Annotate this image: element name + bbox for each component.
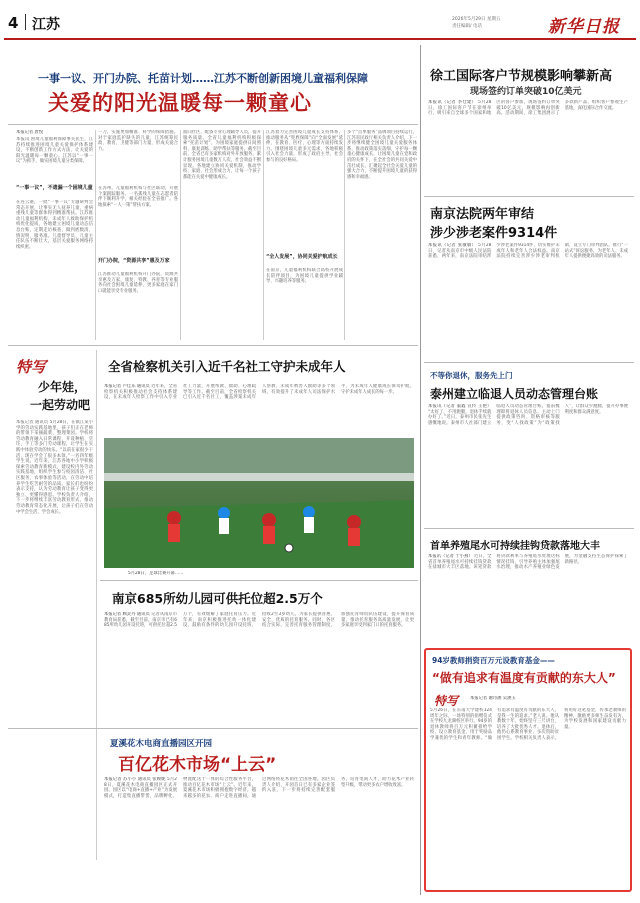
xuzhou-title: 徐工国际客户节规模影响攀新高 <box>430 69 613 84</box>
page-number: 4 <box>8 14 19 32</box>
lead-kicker: 一事一议、开门办院、托苗计划……江苏不断创新困境儿童福利保障 <box>38 72 368 85</box>
masthead-rule <box>4 38 636 40</box>
xuzhou-body: 本报讯（记者 李仓建） 5月28日，徐工国际客户节在徐州举行，吸引来自全球多个国家和地区的客户参加，现场签约订单突破10亿美元，规模影响再创新高。活动期间，徐工集团展示了多款新产品，组织客户参观生产基地，深化国际合作交流。 <box>428 100 628 117</box>
tezhi-title-1: 少年娃， <box>38 380 87 394</box>
taizhou-kicker: 不等你退休，服务先上门 <box>430 371 513 380</box>
masthead-date: 2026年5月29日 星期五 <box>452 17 501 22</box>
lead-body-col-5: 多个“点单服务”品牌项目持续运行。江苏省民政厅相关负责人介绍，下一步将继续健全困境儿童关爱服务体系，推动政策落实落细，守护每一颗童心健康成长，让困境儿童在党和政府的关怀下，在全社会的共同关爱中茁壮成长，汇聚起全社会关爱儿童的强大合力，不断提升困境儿童的获得感和幸福感。 <box>347 130 417 180</box>
flowers-title: 百亿花木市场“上云” <box>118 755 277 775</box>
taizhou-body: 本报讯（记者 董鑫 宣传 王艳） “太好了，不用跑腿，退休手续就办好了。”近日，泰州市民张先生感慨地说。泰州市人社部门建立临退人员动态管理台账，提前梳理即将退休人员信息，主动上门提供政策咨询、资格审核等服务，变“人找政策”为“政策找人”，让群众少跑腿，提升办事便利度和群众满意度。 <box>428 404 628 426</box>
court-title: 南京法院两年审结 <box>430 207 535 222</box>
prosecutor-title: 全省检察机关引入近千名社工守护未成年人 <box>108 359 346 374</box>
lead-byline: 本报记者 唐悦 <box>16 130 44 135</box>
lead-body-col-2: 一刀，实施更加精准、科学的保障措施。对于家庭监护缺失的儿童，江苏统筹民政、教育、卫健等部门力量，形成关爱合力。 <box>98 130 178 152</box>
prosecutor-body: 本报记者 卢佳乐 通讯员 近年来，全省检察机关积极推动社会支持体系建设，在未成年人检察工作中引入专业社工力量，开展帮教、救助、心理疏导等工作。截至目前，全省检察机关已引入近千名社工，覆盖涉案未成年人帮教、未成年被害人救助等多个领域，有效提升了未成年人司法保护水平，为未成年人健康成长保驾护航，守护未成年人成长的每一步。 <box>104 384 414 401</box>
lead-title: 关爱的阳光温暖每一颗童心 <box>48 91 312 115</box>
lead-body-col-1: 本报讯 困境儿童福利保障事关民生，江苏持续推进困境儿童关爱保护体系建设，不断创新工作方式方法，让关爱的阳光温暖每一颗童心。江苏以“一事一议”为抓手，做实困境儿童分类保障。 <box>16 137 93 165</box>
tezhi-badge: 特写 <box>16 358 47 376</box>
teacher-body: 5月26日，在东南大学建校124周年之际，一场特别的捐赠仪式在学校九龙湖校区举行。94岁的退休教师将百万元积蓄捐给学校，设立教育基金，用于奖励品学兼优的学生和青年教师。“做有追求有温度有贡献的东大人，是我一生的追求。”老人说。他从教数十年，始终坚守三尺讲台，培养了大批优秀人才。退休后，他仍心系教育事业，多次资助贫困学生。学校相关负责人表示，将用好这笔基金，传承老教师的精神，激励更多师生奋发有为，为学校发展和国家建设贡献力量。 <box>430 708 626 741</box>
taizhou-title: 泰州建立临退人员动态管理台账 <box>430 387 599 401</box>
lead-sub-1: “一事一议”，不遗漏一个困境儿童 <box>16 185 93 191</box>
photo-caption: 5月28日，足球比赛开幕…… <box>128 571 184 576</box>
xuzhou-subtitle: 现场签约订单突破10亿美元 <box>470 87 582 97</box>
football-photo-art <box>104 438 414 568</box>
lead-body-col-4: 江苏着力完善困境儿童成长支持体系，推动服务从“兜底保障”向“全面发展”延伸，在教育、医疗、心理等方面持续发力。围绕困境儿童多元需求，各地积极引入社会力量，形成了政府主导、社会参与的良好格局。 <box>266 130 343 163</box>
masthead-editor: 责任编辑/ 电话 <box>452 24 482 29</box>
court-title-2: 涉少涉老案件9314件 <box>430 226 558 241</box>
aquaculture-body: 本报讯（记者 于小燕） 近日，全省首单养殖尾水可持续挂钩贷款在盐城市大丰区落地。该笔贷款将贷款利率与养殖尾水处理达标情况挂钩，引导养殖主体加强尾水治理，推动水产养殖业绿色发展，为金融支持生态保护探索了新路径。 <box>428 554 628 571</box>
lead-sub-3: “全人发展”，协同关爱护航成长 <box>266 254 338 260</box>
aquaculture-title: 首单养殖尾水可持续挂钩贷款落地大丰 <box>430 541 600 552</box>
kindergarten-title: 南京685所幼儿园可供托位超2.5万个 <box>112 591 323 606</box>
section-name: 江苏 <box>32 17 60 33</box>
tezhi-title-2: 一起劳动吧 <box>30 398 91 412</box>
teacher-badge: 特写 <box>434 694 459 708</box>
tezhi-body: 本报记者 通讯员 5月28日，在镇江某小学的劳动实践基地里，孩子们正在老师的带领下采摘蔬菜、整理菜园。学校将劳动教育融入日常课程，开设种植、烹饪、手工等多门劳动课程，让学生在实践中体验劳动的快乐。“以前在家很少干活，现在学会了很多本领。”一名四年级学生说。近年来，江苏各地中小学积极探索劳动教育新模式，建设校内外劳动实践基地，组织学生参与校园清洁、社区服务、农事体验等活动，在劳动中培养学生吃苦耐劳的品质。家长们也纷纷表示支持，认为劳动教育让孩子变得更独立、更懂得感恩。学校负责人介绍，下一步将继续丰富劳动教育形式，推动劳动教育常态化开展，让孩子们在劳动中学会生活、学会成长。 <box>16 420 93 515</box>
court-body: 本报讯（记者 张敏敏） 5月28日，记者从南京市中级人民法院获悉，两年来，南京法院审结涉少涉老案件9314件，切实维护未成年人和老年人合法权益。南京法院持续完善涉少涉老审判机制，设立专门审判团队，推行“一站式”诉讼服务，为老年人、未成年人提供便捷高效的司法服务。 <box>428 243 628 260</box>
football-photo <box>104 438 414 568</box>
flowers-body: 本报记者 苏小小 通讯员 张嫚妮 5月28日，夏溪花木电商直播园区正式开园。园区以“电商+直播+产业”为发展模式，打造集直播带货、品牌孵化、物流配送于一体的综合性服务平台，推动百亿花木市场“上云”。近年来，夏溪花木市场积极拥抱数字经济，越来越多的花农、商户走进直播间，通过网络将花木销往全国各地。园区负责人介绍，开园首日已有多家企业签约入驻，下一步将持续完善配套服务，培育电商人才，助力花木产业转型升级，带动更多农户增收致富。 <box>104 777 414 799</box>
flowers-kicker: 夏溪花木电商直播园区开园 <box>110 739 213 749</box>
teacher-byline: 本报记者 谢诗涵 吴涵玉 <box>470 696 516 701</box>
lead-body-col-3: 面向社区，配备专业心理辅导人员，提升服务质量。全省儿童福利机构积极探索“托苗计划”，为困境家庭提供日间照料、康复训练、助学帮扶等服务。截至目前，全省已有多家机构对外开放服务，累计服务困境儿童数万人次，社会效益不断显现。各地建立协同关爱机制，推动学校、家庭、社会形成合力，让每一个孩子都能在关爱中健康成长。 <box>183 130 261 180</box>
kindergarten-body: 本报记者 顾灵丹 通讯员 记者从南京市教育局获悉，截至目前，南京市已有685所幼儿园开设托班，可供托位超2.5万个，有效缓解了家庭托育压力。近年来，南京积极推进托幼一体化建设，鼓励有条件的幼儿园开设托班，招收2至3岁幼儿，为家长提供普惠、安全、优质的托育服务。同时，各区结合实际，完善托育服务管理制度，加强托育师资队伍建设，提升保育质量，推动托育服务高质量发展，让更多家庭享受到家门口的托育服务。 <box>104 612 414 629</box>
teacher-title: “做有追求有温度有贡献的东大人” <box>432 671 616 685</box>
masthead <box>0 0 640 42</box>
lead-sub-2: 开门办院，“资源共享”惠及万家 <box>98 258 170 264</box>
teacher-kicker: 94岁教师捐资百万元设教育基金—— <box>432 656 555 665</box>
brand-logo: 新华日报 <box>548 17 620 37</box>
